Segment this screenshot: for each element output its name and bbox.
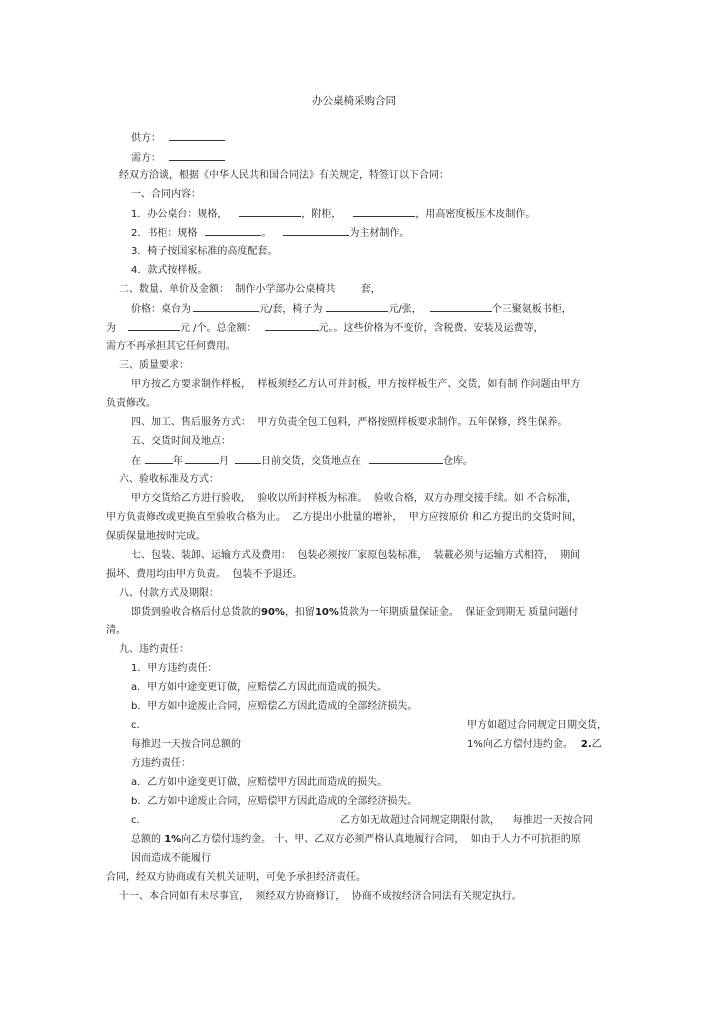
- contract-title: 办公桌椅采购合同: [312, 95, 396, 107]
- acceptance-text-2: 甲方负责修改或更换直至验收合格为止。 乙方提出小批量的增补， 甲方应按原价 和乙方提出的交货时间，: [106, 512, 582, 523]
- price-line-2: 为 元 /个。总金额： 元。。这些价格为不变价，含税费、安装及运费等，: [106, 323, 544, 334]
- section-10-text-1: 总额的 1%向乙方偿付违约金。 十、甲、乙双方必须严格认真地履行合同， 如由于人力不可抗拒的原: [131, 834, 581, 845]
- buyer-blank: [169, 151, 225, 161]
- quality-text-1: 甲方按乙方要求制作样板， 样板须经乙方认可并封板，甲方按样板生产、交货，如有制 作问题由甲方: [131, 379, 581, 390]
- section-1-heading: 一、合同内容：: [131, 189, 201, 200]
- section-11-text: 十一、本合同如有未尽事宜， 须经双方协商修订， 协商不成按经济合同法有关规定执行。: [119, 891, 522, 902]
- party-b-liability-c-text: 乙方如无故超过合同规定期限付款， 每推迟一天按合同: [340, 815, 593, 826]
- section-10-text-3: 合同，经双方协商或有关机关证明，可免予承担经济责任。: [106, 872, 366, 883]
- payment-text-2: 清。: [106, 625, 126, 636]
- preamble: 经双方洽谈，根据《中华人民共和国合同法》有关规定，特签订以下合同：: [119, 170, 449, 181]
- delivery-line: 在 年 月 日前交货，交货地点在 仓库。: [131, 456, 473, 467]
- buyer-label: 需方：: [131, 153, 161, 164]
- party-a-penalty-rate: 1%向乙方偿付违约金。 2.乙: [467, 739, 602, 750]
- quality-text-2: 负责修改。: [106, 398, 156, 409]
- clause-1-1: 1．办公桌台：规格， ，附柜， ，用高密度板压木皮制作。: [131, 209, 536, 220]
- party-a-penalty-line: 每推迟一天按合同总额的: [131, 739, 241, 750]
- party-a-liability-a: a．甲方如中途变更订做，应赔偿乙方因此而造成的损失。: [131, 682, 388, 693]
- supplier-label: 供方：: [131, 133, 161, 144]
- section-8-heading: 八、付款方式及期限：: [119, 588, 219, 599]
- price-line-1: 价格：桌台为 元/套，椅子为 元/张， 个三聚氨板书柜，: [131, 304, 572, 315]
- section-2-heading: 二、数量、单价及金额： 制作小学部办公桌椅共 套，: [119, 284, 381, 295]
- supplier-blank: [169, 131, 225, 141]
- section-10-text-2: 因而造成不能履行: [131, 853, 211, 864]
- acceptance-text-1: 甲方交货给乙方进行验收， 验收以所封样板为标准。 验收合格，双方办理交接手续。如 不合标准，: [131, 493, 577, 504]
- section-5-heading: 五、交货时间及地点：: [131, 436, 231, 447]
- section-7-text-1: 七、包装、装卸、运输方式及费用： 包装必须按厂家原包装标准， 装載必须与运输方式相符， 期间: [131, 550, 581, 561]
- section-7-text-2: 损坏、费用均由甲方负责。 包装不予退还。: [106, 569, 303, 580]
- clause-1-2: 2．书柜：规格 。 为主材制作。: [131, 228, 410, 239]
- party-b-liability-b: b．乙方如中途废止合同，应赔偿甲方因此造成的全部经济损失。: [131, 796, 418, 807]
- party-b-liability-heading: 方违约责任：: [131, 758, 191, 769]
- payment-text-1: 即货到验收合格后付总货款的90%，扣留10%货款为一年期质量保证金。 保证金到期无 质量问题付: [131, 607, 579, 618]
- party-a-liability-b: b．甲方如中途废止合同，应赔偿乙方因此造成的全部经济损失。: [131, 701, 418, 712]
- party-a-liability-c-label: c．: [131, 720, 147, 731]
- party-b-liability-a: a．乙方如中途变更订做，应赔偿甲方因此而造成的损失。: [131, 777, 388, 788]
- clause-1-3: 3．椅子按国家标准的高度配套。: [131, 246, 278, 257]
- party-a-liability-c-text: 甲方如超过合同规定日期交货，: [467, 720, 607, 731]
- party-a-liability-heading: 1．甲方违约责任：: [131, 663, 218, 674]
- party-b-liability-c-label: c．: [131, 815, 147, 826]
- supplier-line: [131, 131, 225, 145]
- price-line-3: 需方不再承担其它任何费用。: [106, 341, 236, 352]
- section-9-heading: 九、违约责任：: [119, 644, 189, 655]
- clause-1-4: 4．款式按样板。: [131, 265, 208, 276]
- section-3-heading: 三、质量要求：: [119, 360, 189, 371]
- section-6-heading: 六、验收标准及方式：: [119, 474, 219, 485]
- section-4-text: 四、加工、售后服务方式： 甲方负责全包工包料，严格按照样板要求制作。五年保修，终生保养。: [131, 417, 568, 428]
- acceptance-text-3: 保质保量地按时完成。: [106, 531, 206, 542]
- buyer-line: [131, 151, 225, 165]
